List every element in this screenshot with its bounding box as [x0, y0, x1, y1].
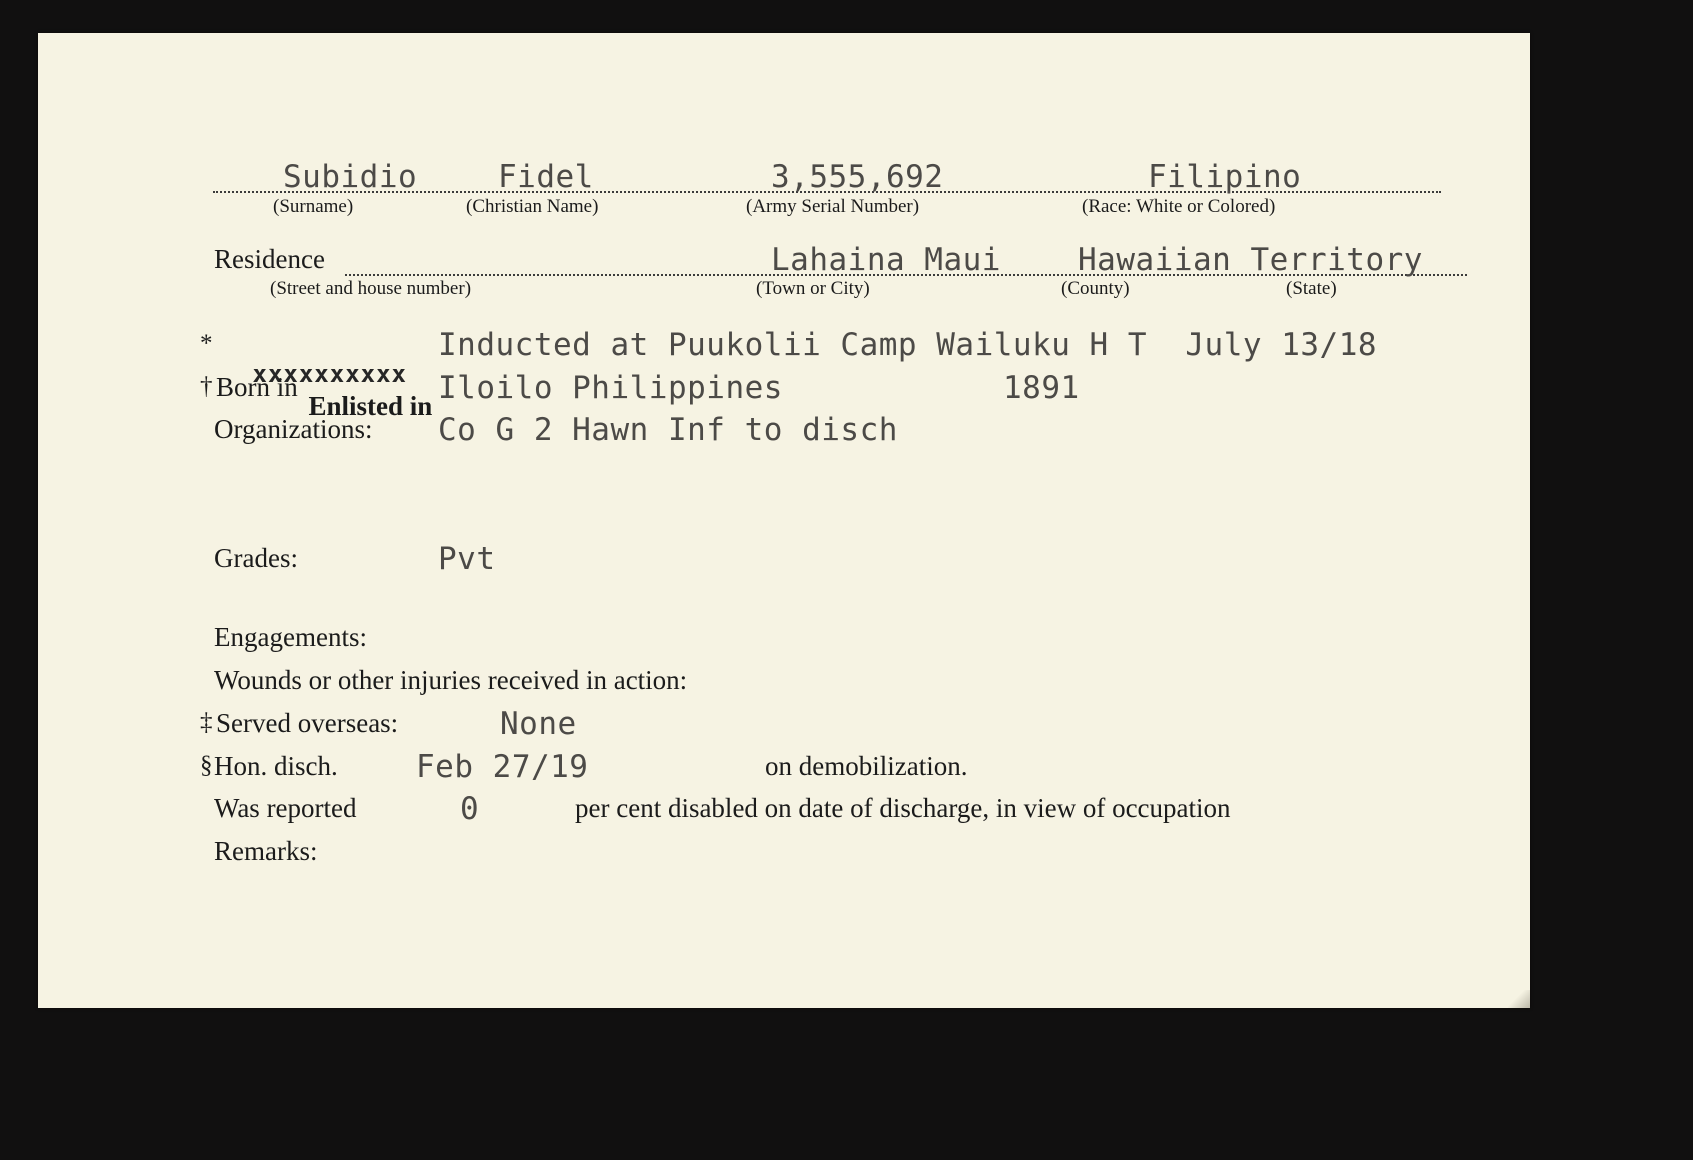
label-served-overseas: Served overseas: [216, 708, 399, 738]
field-hon-disch-value: Feb 27/19 [416, 749, 589, 785]
label-surname: (Surname) [273, 196, 354, 217]
label-street: (Street and house number) [270, 278, 472, 299]
field-residence-county-value: Hawaiian Territory [1078, 242, 1423, 278]
field-percent-disabled-value: 0 [460, 791, 480, 827]
label-christian-name: (Christian Name) [466, 196, 599, 217]
strikeout-x-marks: xxxxxxxxxx [252, 360, 407, 388]
marker-enlisted: * [200, 330, 213, 357]
service-record-card [38, 33, 1530, 1008]
field-birth-year-value: 1891 [1003, 370, 1080, 406]
label-grades: Grades: [214, 543, 298, 573]
label-engagements: Engagements: [214, 622, 367, 652]
field-grades-value: Pvt [438, 541, 496, 577]
label-hon-disch: Hon. disch. [214, 751, 338, 781]
label-born-in: Born in [216, 372, 298, 402]
label-town: (Town or City) [756, 278, 870, 299]
field-christian-name-value: Fidel [498, 159, 594, 195]
marker-born: † [200, 373, 213, 400]
label-was-reported-suffix: per cent disabled on date of discharge, in view of occupation [575, 793, 1231, 823]
label-residence: Residence [214, 244, 325, 274]
label-enlisted-in-text: Enlisted in [308, 391, 433, 421]
field-residence-town-value: Lahaina Maui [771, 242, 1001, 278]
marker-hon-disch: § [200, 752, 213, 779]
field-race-value: Filipino [1148, 159, 1302, 195]
field-organizations-value: Co G 2 Hawn Inf to disch [438, 412, 898, 448]
label-race: (Race: White or Colored) [1082, 196, 1276, 217]
field-enlisted-in-value: Inducted at Puukolii Camp Wailuku H T July 13/18 [438, 327, 1378, 363]
marker-served-overseas: ‡ [200, 709, 213, 736]
field-surname-value: Subidio [283, 159, 418, 195]
label-organizations: Organizations: [214, 414, 373, 444]
label-state: (State) [1286, 278, 1337, 299]
field-served-overseas-value: None [500, 706, 577, 742]
field-serial-number-value: 3,555,692 [771, 159, 944, 195]
label-county: (County) [1061, 278, 1130, 299]
label-remarks: Remarks: [214, 836, 318, 866]
label-hon-disch-suffix: on demobilization. [765, 751, 968, 781]
label-was-reported: Was reported [214, 793, 357, 823]
field-born-in-value: Iloilo Philippines [438, 370, 783, 406]
label-wounds: Wounds or other injuries received in action: [214, 665, 688, 695]
label-serial-number: (Army Serial Number) [746, 196, 920, 217]
